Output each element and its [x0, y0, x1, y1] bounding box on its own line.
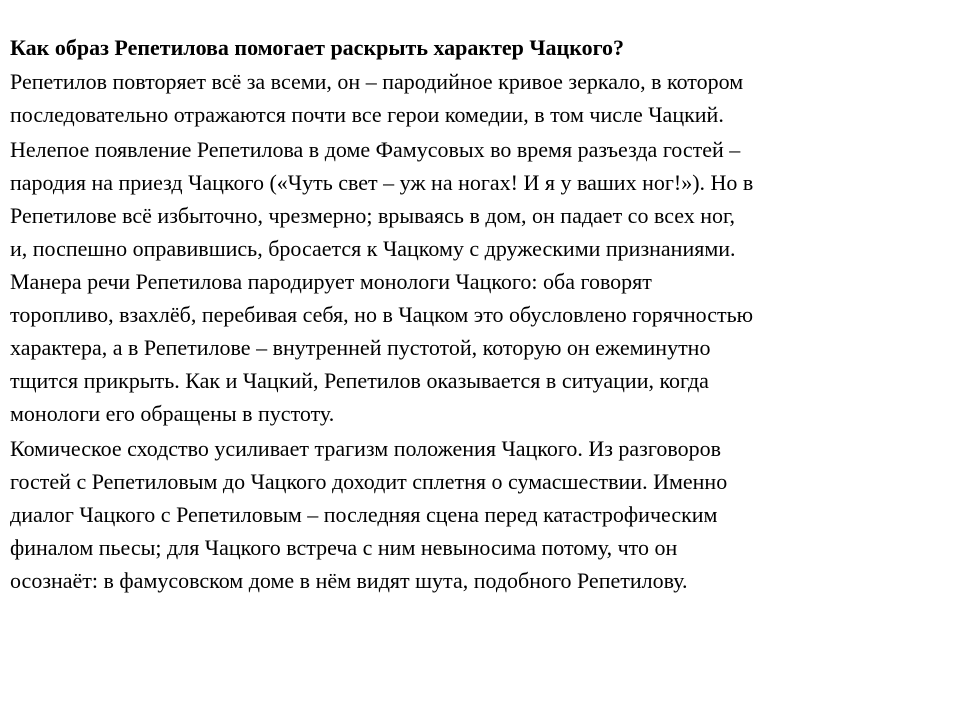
paragraph-line: монологи его обращены в пустоту. — [10, 401, 335, 426]
paragraph-line: Нелепое появление Репетилова в доме Фамусовых во время разъезда гостей – — [10, 137, 741, 162]
paragraph-line: и, поспешно оправившись, бросается к Чацкому с дружескими признаниями. — [10, 236, 736, 261]
paragraph-line: характера, а в Репетилове – внутренней пустотой, которую он ежеминутно — [10, 335, 711, 360]
paragraph-line: последовательно отражаются почти все герои комедии, в том числе Чацкий. — [10, 102, 724, 127]
slide-content — [10, 31, 945, 599]
paragraph-line: осознаёт: в фамусовском доме в нём видят шута, подобного Репетилову. — [10, 568, 688, 593]
paragraph-2 — [10, 133, 945, 430]
paragraph-line: гостей с Репетиловым до Чацкого доходит сплетня о сумасшествии. Именно — [10, 469, 728, 494]
paragraph-line: Репетилове всё избыточно, чрезмерно; врываясь в дом, он падает со всех ног, — [10, 203, 736, 228]
paragraph-line: торопливо, взахлёб, перебивая себя, но в Чацком это обусловлено горячностью — [10, 302, 754, 327]
paragraph-line: Манера речи Репетилова пародирует монологи Чацкого: оба говорят — [10, 269, 652, 294]
paragraph-line: Репетилов повторяет всё за всеми, он – пародийное кривое зеркало, в котором — [10, 69, 744, 94]
paragraph-line: пародия на приезд Чацкого («Чуть свет – уж на ногах! И я у ваших ног!»). Но в — [10, 170, 754, 195]
paragraph-3 — [10, 432, 945, 597]
paragraph-line: финалом пьесы; для Чацкого встреча с ним невыносима потому, что он — [10, 535, 678, 560]
paragraph-line: диалог Чацкого с Репетиловым – последняя сцена перед катастрофическим — [10, 502, 718, 527]
slide-heading: Как образ Репетилова помогает раскрыть характер Чацкого? — [10, 35, 625, 60]
paragraph-line: тщится прикрыть. Как и Чацкий, Репетилов оказывается в ситуации, когда — [10, 368, 709, 393]
paragraph-line: Комическое сходство усиливает трагизм положения Чацкого. Из разговоров — [10, 436, 721, 461]
paragraph-1 — [10, 65, 945, 131]
